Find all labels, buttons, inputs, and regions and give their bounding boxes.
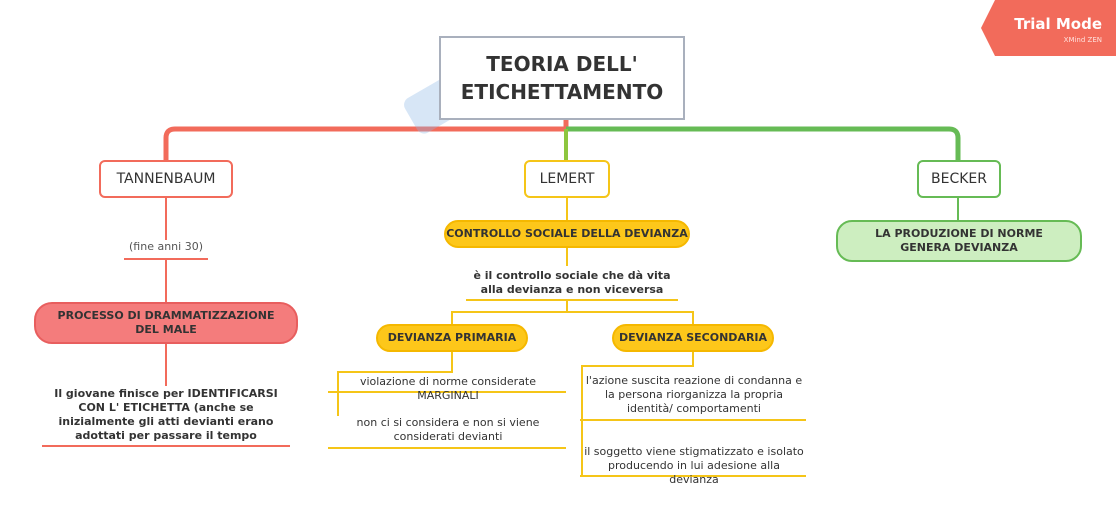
trunk-right-line <box>566 129 958 161</box>
secondaria-note-2: il soggetto viene stigmatizzato e isolato producendo in lui adesione alla devianza <box>584 445 804 486</box>
concept-produzione-norme[interactable] <box>836 220 1082 262</box>
topic-becker[interactable] <box>917 160 1001 198</box>
primaria-note-1: violazione di norme considerate MARGINALI <box>359 375 537 402</box>
trial-mode-title: Trial Mode <box>1014 15 1102 33</box>
devianza-primaria[interactable] <box>376 324 528 352</box>
topic-tannenbaum[interactable] <box>99 160 233 198</box>
secondaria-note-1: l'azione suscita reazione di condanna e la persona riorganizza la propria identità/ comportamenti <box>585 374 803 415</box>
tannenbaum-note: Il giovane finisce per IDENTIFICARSI CON L' ETICHETTA (anche se inizialmente gli atti devianti erano adottati per passare il tempo <box>54 387 278 442</box>
topic-lemert-label: LEMERT <box>539 171 595 187</box>
primaria-note-2: non ci si considera e non si viene considerati devianti <box>356 416 540 443</box>
root-topic[interactable] <box>439 36 685 120</box>
topic-becker-label: BECKER <box>931 171 987 187</box>
concept-controllo-sociale-label: CONTROLLO SOCIALE DELLA DEVIANZA <box>446 227 688 240</box>
lemert-note: è il controllo sociale che dà vita alla devianza e non viceversa <box>473 269 671 296</box>
devianza-secondaria[interactable] <box>612 324 774 352</box>
topic-lemert[interactable] <box>524 160 610 198</box>
devianza-secondaria-label: DEVIANZA SECONDARIA <box>618 331 768 344</box>
tannenbaum-period: (fine anni 30) <box>129 240 203 253</box>
root-title: TEORIA DELL' ETICHETTAMENTO <box>460 52 664 104</box>
concept-drammatizzazione-label: PROCESSO DI DRAMMATIZZAZIONE DEL MALE <box>57 309 275 336</box>
concept-drammatizzazione[interactable] <box>34 302 298 344</box>
trial-mode-sub: XMind ZEN <box>1063 36 1102 44</box>
topic-tannenbaum-label: TANNENBAUM <box>116 171 216 187</box>
devianza-primaria-label: DEVIANZA PRIMARIA <box>387 331 517 344</box>
concept-controllo-sociale[interactable] <box>444 220 690 248</box>
concept-produzione-norme-label: LA PRODUZIONE DI NORME GENERA DEVIANZA <box>875 227 1043 254</box>
